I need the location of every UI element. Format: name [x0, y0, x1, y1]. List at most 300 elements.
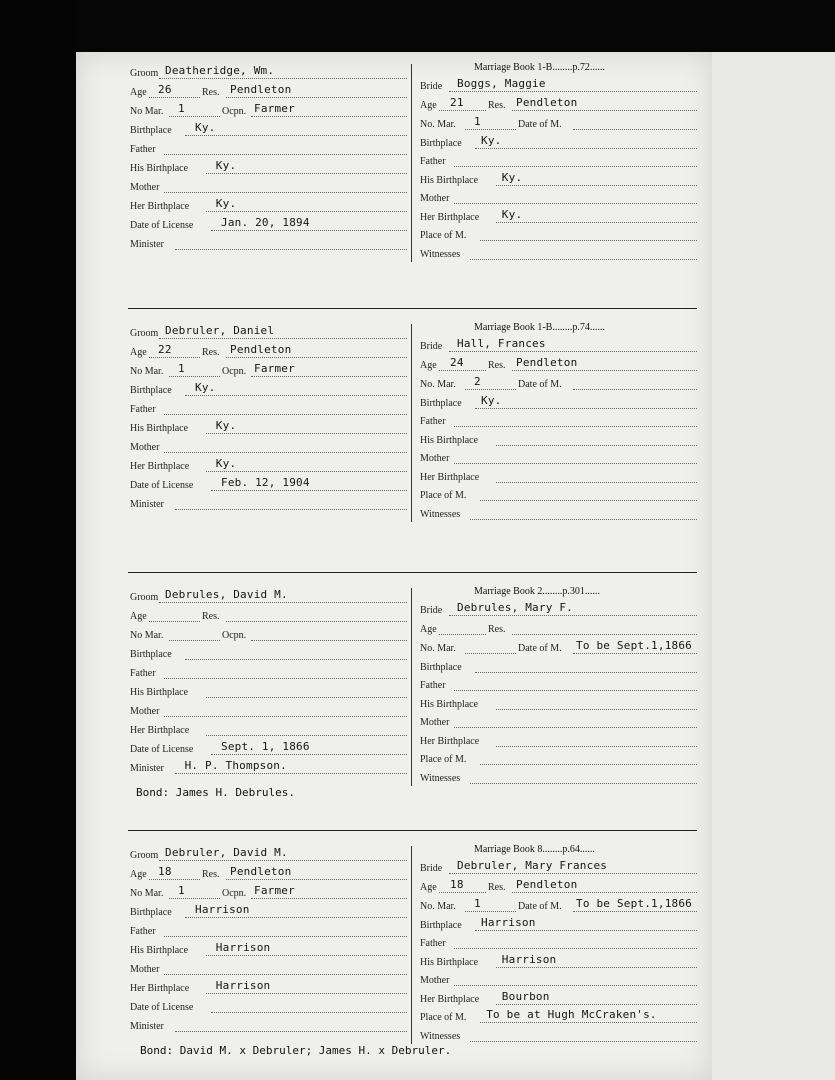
record-2-groom-birthplace-label: Birthplace: [130, 385, 172, 396]
record-4-divider: [411, 846, 412, 1044]
record-1-bride-father: [420, 156, 697, 168]
record-3-groom-no-mar-line: [169, 640, 220, 641]
record-1-groom-res-label: Res.: [202, 87, 220, 98]
record-4-groom-minister-label: Minister: [130, 1021, 164, 1032]
record-2-groom-ocpn-line: [251, 376, 407, 377]
record-1-groom-minister: [130, 239, 407, 251]
record-3-bride-father-line: [454, 690, 697, 691]
record-3-groom-birthplace: [130, 649, 407, 661]
record-2-groom-father-line: [164, 414, 407, 415]
record-3-bride-date-of-m-line: [573, 653, 697, 654]
record-4-bride-age-label: Age: [420, 882, 437, 893]
record-3-bride-res-label: Res.: [488, 624, 506, 635]
record-1-bride-no-mar-value: 1: [474, 115, 481, 128]
record-3-groom-her-birthplace: [130, 725, 407, 737]
record-3-groom-his-birthplace: [130, 687, 407, 699]
record-1-bride-place-of-m-label: Place of M.: [420, 230, 467, 241]
record-4-bride-her-birthplace-value: Bourbon: [501, 989, 550, 1003]
record-1-bride-age-value: 21: [450, 96, 464, 109]
record-4-groom-father-line: [164, 936, 407, 937]
record-2-bride-no-mar-line: [465, 389, 516, 390]
record-4-bride-date-of-m-line: [573, 911, 697, 912]
record-3-bride-his-birthplace-line: [496, 709, 697, 710]
record-1-groom-mother-line: [164, 192, 407, 193]
record-2-groom-res-line: [226, 357, 407, 358]
record-2-bride-res-value: Pendleton: [516, 356, 578, 369]
record-2-marriage-book: Marriage Book 1-B........p.74......: [474, 322, 605, 333]
record-3-bride-her-birthplace: [420, 736, 697, 748]
record-2-bride-line: [449, 351, 697, 352]
record-1-groom-her-birthplace-label: Her Birthplace: [130, 201, 190, 212]
record-4-bride-his-birthplace: [420, 957, 697, 969]
record-2-groom-no-mar-value: 1: [178, 362, 185, 375]
record-4-groom-label: Groom: [130, 850, 159, 861]
record-4-groom-his-birthplace-line: [206, 955, 407, 956]
record-4-groom-res-line: [226, 879, 407, 880]
record-3-bride-witnesses-label: Witnesses: [420, 772, 461, 784]
record-2-groom-birthplace: [130, 385, 407, 397]
record-2-bride-birthplace-label: Birthplace: [420, 397, 462, 409]
record-4-bride-birthplace-label: Birthplace: [420, 919, 462, 931]
record-3-groom-birthplace-line: [185, 659, 407, 660]
record-4-groom-mother-label: Mother: [130, 964, 160, 975]
record-3-groom-her-birthplace-label: Her Birthplace: [130, 725, 190, 736]
record-3-groom-minister-line: [175, 773, 407, 774]
record-1-groom-father-line: [164, 154, 407, 155]
record-2-bride-birthplace-line: [475, 408, 697, 409]
record-3-bride-his-birthplace-label: His Birthplace: [420, 698, 479, 710]
record-2-bride-no-mar-label: No. Mar.: [420, 379, 456, 390]
record-3-bride-place-of-m-line: [480, 764, 697, 765]
record-2-groom-mother: [130, 442, 407, 454]
record-4-groom-no-mar-value: 1: [178, 884, 185, 897]
record-1-bride-no-mar-label: No. Mar.: [420, 119, 456, 130]
record-1-bride-mother-line: [454, 203, 697, 204]
record-2-groom-birthplace-value: Ky.: [195, 381, 216, 394]
record-4-bride-line: [449, 873, 697, 874]
record-4-bride-date-of-m-label: Date of M.: [518, 901, 562, 912]
record-3-groom-ocpn-line: [251, 640, 407, 641]
record-1-groom-birthplace: [130, 125, 407, 137]
record-4-groom-name: Debruler, David M.: [165, 846, 288, 859]
record-1-bride-label: Bride: [420, 81, 443, 92]
record-4-groom-age-label: Age: [130, 869, 147, 880]
record-4-bride-witnesses-label: Witnesses: [420, 1030, 461, 1042]
record-4-groom-father-label: Father: [130, 926, 156, 937]
record-3-bride-birthplace-label: Birthplace: [420, 661, 462, 673]
record-4-bride-no-mar: [420, 901, 516, 913]
record-3-groom-minister-value: H. P. Thompson.: [184, 759, 287, 772]
record-4-groom-birthplace-line: [185, 917, 407, 918]
record-1-groom-her-birthplace-line: [206, 211, 407, 212]
record-4-groom-date-of-license-line: [211, 1012, 407, 1013]
record-1-groom-age-line: [149, 97, 200, 98]
record-3-bride-birthplace: [420, 662, 697, 674]
record-1-marriage-book: Marriage Book 1-B........p.72......: [474, 62, 605, 73]
record-3-bride-witnesses: [420, 773, 697, 785]
record-3-groom-no-mar: [130, 630, 220, 642]
record-1-groom-her-birthplace: [130, 201, 407, 213]
record-3-groom-mother-line: [164, 716, 407, 717]
scan-border-left: [0, 0, 76, 1080]
record-2-bride-date-of-m-line: [573, 389, 697, 390]
record-2-bride-place-of-m: [420, 490, 697, 502]
record-2-bride-res-line: [512, 370, 697, 371]
record-1-bride-age-label: Age: [420, 100, 437, 111]
record-1-groom-date-of-license-label: Date of License: [130, 220, 194, 231]
record-1-bride-birthplace-line: [475, 148, 697, 149]
record-4-bride-mother-label: Mother: [420, 975, 450, 986]
record-1-groom-birthplace-label: Birthplace: [130, 125, 172, 136]
adjacent-page-strip: [712, 52, 835, 1080]
record-4-bride-witnesses: [420, 1031, 697, 1043]
record-2-bride-place-of-m-label: Place of M.: [420, 490, 467, 501]
record-2-bride-no-mar-value: 2: [474, 375, 481, 388]
record-4-groom-minister-line: [175, 1031, 407, 1032]
record-2-bride-age-label: Age: [420, 360, 437, 371]
record-1-groom-father: [130, 144, 407, 156]
record-1-groom-birthplace-value: Ky.: [195, 121, 216, 134]
record-2-bride-label: Bride: [420, 341, 443, 352]
record-1-groom-res-line: [226, 97, 407, 98]
record-1-groom-his-birthplace: [130, 163, 407, 175]
record-4-bride-her-birthplace-line: [496, 1004, 697, 1005]
record-4-bride-his-birthplace-line: [496, 967, 697, 968]
record-1-groom-birthplace-line: [185, 135, 407, 136]
record-4-bride-res-value: Pendleton: [516, 878, 578, 891]
record-1-bride-line: [449, 91, 697, 92]
record-3-bride-his-birthplace: [420, 699, 697, 711]
record-3-marriage-book: Marriage Book 2........p.301......: [474, 586, 600, 597]
record-2-bride-birthplace: [420, 398, 697, 410]
record-1-bride-date-of-m: [518, 119, 697, 131]
record-4-groom-no-mar-line: [169, 898, 220, 899]
record-3-bride-name: Debrules, Mary F.: [457, 601, 573, 614]
record-1-bride-place-of-m-line: [480, 240, 697, 241]
record-1-bride-witnesses-line: [470, 259, 697, 260]
record-3-groom-age-label: Age: [130, 611, 147, 622]
record-1-bride-his-birthplace-value: Ky.: [501, 170, 523, 184]
record-3-bride-her-birthplace-line: [496, 746, 697, 747]
record-4-groom-ocpn-label: Ocpn.: [222, 888, 247, 899]
record-3-groom-res: [202, 611, 407, 623]
record-4-bride-name: Debruler, Mary Frances: [457, 859, 608, 872]
record-4-groom-ocpn-line: [251, 898, 407, 899]
record-1-bride-her-birthplace-label: Her Birthplace: [420, 211, 480, 223]
record-3-groom-her-birthplace-line: [206, 735, 407, 736]
record-4-groom-birthplace-label: Birthplace: [130, 907, 172, 918]
record-2-bride-witnesses: [420, 509, 697, 521]
record-1-groom-minister-line: [175, 249, 407, 250]
record-1-bride-date-of-m-label: Date of M.: [518, 119, 562, 130]
record-4-bride-place-of-m-label: Place of M.: [420, 1012, 467, 1023]
record-3-bride-witnesses-line: [470, 783, 697, 784]
record-4-bride-father-label: Father: [420, 938, 446, 949]
record-4-bride-age-value: 18: [450, 878, 464, 891]
record-2-groom-no-mar: [130, 366, 220, 378]
record-1-groom-res-value: Pendleton: [230, 83, 292, 96]
record-1-bride-father-label: Father: [420, 156, 446, 167]
record-2-bride-no-mar: [420, 379, 516, 391]
record-3-bride-place-of-m-label: Place of M.: [420, 754, 467, 765]
record-3-groom-ocpn: [222, 630, 407, 642]
record-2-bride-name: Hall, Frances: [457, 337, 546, 350]
record-1-groom-name: Deatheridge, Wm.: [165, 64, 275, 77]
record-1-divider: [411, 64, 412, 262]
record-3-groom-date-of-license-value: Sept. 1, 1866: [221, 740, 310, 753]
record-3-bride-no-mar-label: No. Mar.: [420, 643, 456, 654]
record-4-groom-his-birthplace-value: Harrison: [215, 941, 271, 954]
record-2-groom-mother-line: [164, 452, 407, 453]
record-3-bride-res: [488, 624, 697, 636]
record-2-groom-father: [130, 404, 407, 416]
record-2-groom-line: [159, 338, 407, 339]
record-1-bride-her-birthplace: [420, 212, 697, 224]
record-4-bond: Bond: David M. x Debruler; James H. x Debruler.: [140, 1044, 452, 1057]
record-4-groom-birthplace: [130, 907, 407, 919]
record-2-bride-mother: [420, 453, 697, 465]
record-1-groom-line: [159, 78, 407, 79]
record-4-bride-place-of-m-value: To be at Hugh McCraken's.: [486, 1008, 657, 1021]
record-4-groom-ocpn: [222, 888, 407, 900]
record-2-groom-age-label: Age: [130, 347, 147, 358]
record-4-groom-date-of-license-label: Date of License: [130, 1002, 194, 1013]
record-4-bride-label: Bride: [420, 863, 443, 874]
record-2-divider: [411, 324, 412, 522]
record-2-bride-date-of-m-label: Date of M.: [518, 379, 562, 390]
record-3-bride-line: [449, 615, 697, 616]
record-1-groom-mother-label: Mother: [130, 182, 160, 193]
record-2-bride-res-label: Res.: [488, 360, 506, 371]
record-3-bride-res-line: [512, 634, 697, 635]
record-1-bride-witnesses-label: Witnesses: [420, 248, 461, 260]
record-2-groom-no-mar-line: [169, 376, 220, 377]
record-1-bride-his-birthplace-line: [496, 185, 697, 186]
record-2-groom-label: Groom: [130, 328, 159, 339]
record-2-groom-res-label: Res.: [202, 347, 220, 358]
record-2-bride-age-value: 24: [450, 356, 464, 369]
record-3-divider: [411, 588, 412, 786]
record-2-bride-her-birthplace: [420, 472, 697, 484]
record-3-groom-birthplace-label: Birthplace: [130, 649, 172, 660]
record-1-bride-name: Boggs, Maggie: [457, 77, 546, 90]
record-1-groom-age-value: 26: [158, 83, 172, 96]
record-4-bride-mother-line: [454, 985, 697, 986]
record-2-groom-date-of-license-value: Feb. 12, 1904: [221, 476, 310, 489]
record-1-bride-date-of-m-line: [573, 129, 697, 130]
record-1-bride-his-birthplace: [420, 175, 697, 187]
record-1-bride-her-birthplace-value: Ky.: [501, 207, 523, 221]
record-3-groom-date-of-license-label: Date of License: [130, 744, 194, 755]
record-2-groom-his-birthplace: [130, 423, 407, 435]
record-3-bride-no-mar: [420, 643, 516, 655]
record-2-groom-age-line: [149, 357, 200, 358]
record-4-groom-her-birthplace-value: Harrison: [215, 979, 271, 992]
record-2-groom-his-birthplace-value: Ky.: [215, 419, 237, 432]
record-2-groom-father-label: Father: [130, 404, 156, 415]
record-4-groom-ocpn-value: Farmer: [254, 884, 295, 897]
record-4-groom-no-mar-label: No Mar.: [130, 888, 164, 899]
record-3-bride-place-of-m: [420, 754, 697, 766]
record-2-groom-minister-label: Minister: [130, 499, 164, 510]
record-2-groom-her-birthplace: [130, 461, 407, 473]
record-3-groom-name: Debrules, David M.: [165, 588, 288, 601]
record-3-bride-mother-line: [454, 727, 697, 728]
record-1-bride-age-line: [439, 110, 486, 111]
record-2-groom-minister-line: [175, 509, 407, 510]
record-1-groom-no-mar: [130, 106, 220, 118]
record-4-bride-res-label: Res.: [488, 882, 506, 893]
record-1-groom-ocpn-value: Farmer: [254, 102, 295, 115]
record-1-bride-no-mar: [420, 119, 516, 131]
record-3-bride-birthplace-line: [475, 672, 697, 673]
record-2-bride-father-line: [454, 426, 697, 427]
record-1-groom-ocpn: [222, 106, 407, 118]
record-4-bride-no-mar-line: [465, 911, 516, 912]
record-3-groom-minister-label: Minister: [130, 763, 164, 774]
record-1-groom-no-mar-value: 1: [178, 102, 185, 115]
record-4-groom-res-value: Pendleton: [230, 865, 292, 878]
record-4-groom-date-of-license: [130, 1002, 407, 1014]
record-1-bride-place-of-m: [420, 230, 697, 242]
record-2-groom-ocpn-value: Farmer: [254, 362, 295, 375]
record-2-groom-date-of-license-label: Date of License: [130, 480, 194, 491]
record-4-bride-birthplace-value: Harrison: [481, 915, 536, 929]
record-1-bride-birthplace-value: Ky.: [481, 133, 502, 147]
record-3-groom-father-line: [164, 678, 407, 679]
record-3-groom-mother: [130, 706, 407, 718]
record-2-bride-mother-line: [454, 463, 697, 464]
record-2-bride-his-birthplace: [420, 435, 697, 447]
record-1-groom-his-birthplace-line: [206, 173, 407, 174]
record-4-groom-no-mar: [130, 888, 220, 900]
record-3-groom-his-birthplace-label: His Birthplace: [130, 687, 189, 698]
record-3-bride-age-line: [439, 634, 486, 635]
record-4-bride-mother: [420, 975, 697, 987]
record-2-groom-her-birthplace-value: Ky.: [215, 457, 237, 470]
record-3-bride-label: Bride: [420, 605, 443, 616]
record-3-bride-no-mar-line: [465, 653, 516, 654]
record-3-groom-res-line: [226, 621, 407, 622]
record-4-bride-no-mar-value: 1: [474, 897, 481, 910]
record-3-bride-mother: [420, 717, 697, 729]
record-2-bride-witnesses-line: [470, 519, 697, 520]
record-3-groom-age: [130, 611, 200, 623]
record-4-groom-his-birthplace-label: His Birthplace: [130, 945, 189, 956]
record-4-groom-birthplace-value: Harrison: [195, 903, 250, 916]
record-2-bride-his-birthplace-label: His Birthplace: [420, 434, 479, 446]
record-4-bride-birthplace: [420, 920, 697, 932]
record-2-bride-age-line: [439, 370, 486, 371]
record-4-groom-her-birthplace-line: [206, 993, 407, 994]
record-2-groom-ocpn: [222, 366, 407, 378]
record-4-bride-place-of-m-line: [480, 1022, 697, 1023]
record-1-groom-ocpn-label: Ocpn.: [222, 106, 247, 117]
record-1-bride-birthplace: [420, 138, 697, 150]
record-2-bride-his-birthplace-line: [496, 445, 697, 446]
record-2-bride-witnesses-label: Witnesses: [420, 508, 461, 520]
record-3-groom-age-line: [149, 621, 200, 622]
record-1-groom-mother: [130, 182, 407, 194]
record-4-groom-mother: [130, 964, 407, 976]
record-3-bride-father-label: Father: [420, 680, 446, 691]
record-1-bride-witnesses: [420, 249, 697, 261]
record-4-groom-age-value: 18: [158, 865, 172, 878]
record-1-groom-his-birthplace-label: His Birthplace: [130, 163, 189, 174]
record-3-separator: [128, 830, 697, 831]
record-4-bride-her-birthplace-label: Her Birthplace: [420, 993, 480, 1005]
record-3-groom-no-mar-label: No Mar.: [130, 630, 164, 641]
record-1-separator: [128, 308, 697, 309]
record-4-bride-his-birthplace-value: Harrison: [501, 952, 557, 966]
record-1-groom-date-of-license-value: Jan. 20, 1894: [221, 216, 310, 229]
record-2-groom-birthplace-line: [185, 395, 407, 396]
record-3-bride-her-birthplace-label: Her Birthplace: [420, 735, 480, 747]
record-1-bride-mother: [420, 193, 697, 205]
record-3-groom-mother-label: Mother: [130, 706, 160, 717]
record-2-groom-minister: [130, 499, 407, 511]
record-3-bride-date-of-m-value: To be Sept.1,1866: [576, 639, 692, 652]
scan-border-top: [0, 0, 835, 52]
record-1-bride-res-line: [512, 110, 697, 111]
record-3-groom-label: Groom: [130, 592, 159, 603]
record-3-groom-res-label: Res.: [202, 611, 220, 622]
record-2-bride-father: [420, 416, 697, 428]
record-2-groom-age-value: 22: [158, 343, 172, 356]
record-2-groom-date-of-license-line: [211, 490, 407, 491]
record-1-bride-no-mar-line: [465, 129, 516, 130]
record-4-groom-line: [159, 860, 407, 861]
record-3-bride-father: [420, 680, 697, 692]
record-3-groom-father: [130, 668, 407, 680]
record-3-groom-date-of-license-line: [211, 754, 407, 755]
record-2-groom-res-value: Pendleton: [230, 343, 292, 356]
record-1-groom-father-label: Father: [130, 144, 156, 155]
record-4-bride-his-birthplace-label: His Birthplace: [420, 956, 479, 968]
record-3-groom-ocpn-label: Ocpn.: [222, 630, 247, 641]
record-2-bride-birthplace-value: Ky.: [481, 393, 502, 407]
record-3-bride-age-label: Age: [420, 624, 437, 635]
record-4-groom-age-line: [149, 879, 200, 880]
record-4-bride-age-line: [439, 892, 486, 893]
record-3-bride-mother-label: Mother: [420, 717, 450, 728]
record-2-groom-no-mar-label: No Mar.: [130, 366, 164, 377]
record-4-groom-res-label: Res.: [202, 869, 220, 880]
record-3-bride-age: [420, 624, 486, 636]
record-4-groom-father: [130, 926, 407, 938]
record-2-bride-father-label: Father: [420, 416, 446, 427]
record-4-marriage-book: Marriage Book 8........p.64......: [474, 844, 595, 855]
record-1-groom-his-birthplace-value: Ky.: [215, 159, 237, 172]
record-1-bride-father-line: [454, 166, 697, 167]
record-4-bride-date-of-m-value: To be Sept.1,1866: [576, 897, 692, 910]
record-3-bond: Bond: James H. Debrules.: [136, 786, 295, 799]
record-1-groom-age-label: Age: [130, 87, 147, 98]
record-1-bride-birthplace-label: Birthplace: [420, 137, 462, 149]
record-4-bride-birthplace-line: [475, 930, 697, 931]
record-1-groom-ocpn-line: [251, 116, 407, 117]
record-1-groom-no-mar-line: [169, 116, 220, 117]
record-4-bride-res-line: [512, 892, 697, 893]
record-2-groom-her-birthplace-label: Her Birthplace: [130, 461, 190, 472]
record-2-groom-ocpn-label: Ocpn.: [222, 366, 247, 377]
record-3-bride-date-of-m-label: Date of M.: [518, 643, 562, 654]
record-1-bride-res-label: Res.: [488, 100, 506, 111]
record-2-bride-her-birthplace-line: [496, 482, 697, 483]
record-2-bride-her-birthplace-label: Her Birthplace: [420, 471, 480, 483]
record-4-bride-father: [420, 938, 697, 950]
record-4-groom-minister: [130, 1021, 407, 1033]
